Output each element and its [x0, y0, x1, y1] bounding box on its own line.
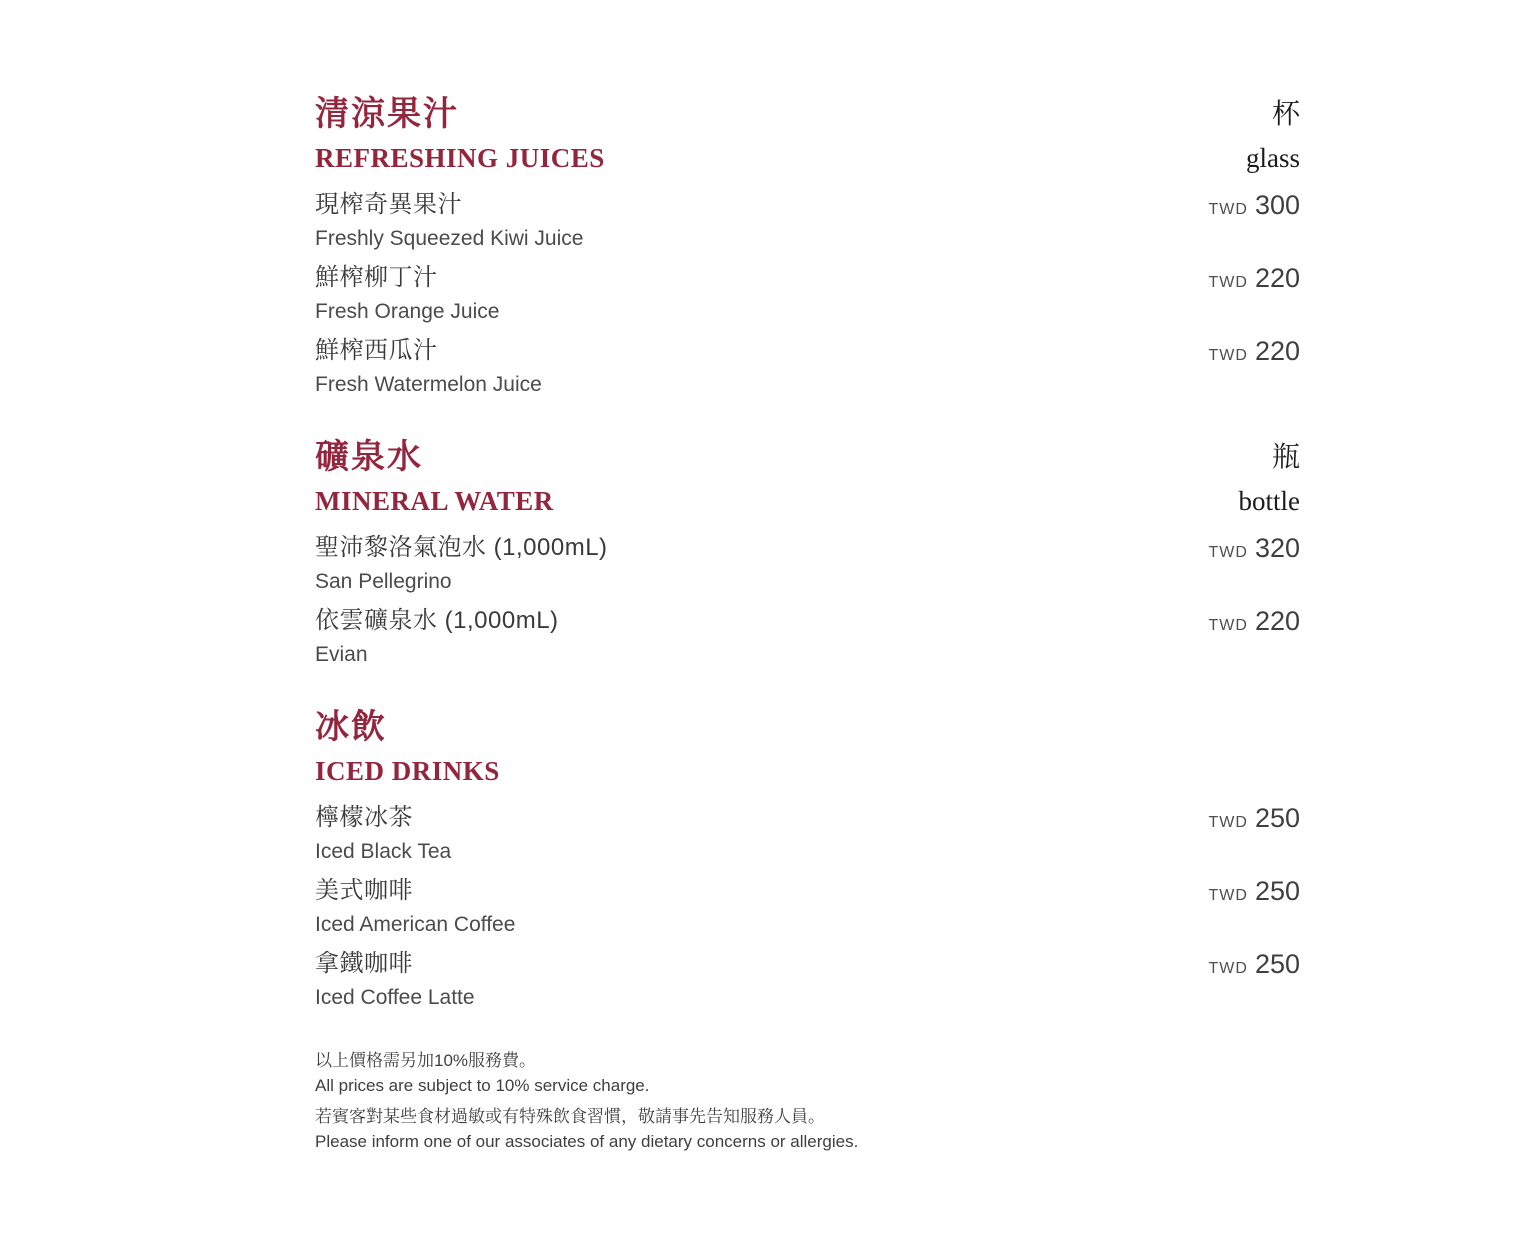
service-charge-note [315, 1048, 1300, 1098]
price-amount: 250 [1254, 876, 1300, 906]
menu-item-iced-black-tea [315, 803, 1300, 866]
currency-label: TWD [1208, 201, 1248, 218]
currency-label: TWD [1208, 887, 1248, 904]
section-title-en: REFRESHING JUICES [315, 143, 605, 173]
section-refreshing-juices [315, 92, 1300, 399]
menu-item-evian [315, 606, 1300, 669]
item-name-en: Iced Black Tea [315, 840, 452, 863]
price-amount: 220 [1254, 336, 1300, 366]
section-title-zh: 冰飲 [315, 709, 387, 746]
price-amount: 250 [1254, 803, 1300, 833]
item-name-zh: 依雲礦泉水 (1,000mL) [315, 607, 559, 634]
unit-label-en: bottle [1238, 486, 1300, 516]
price-amount: 250 [1254, 949, 1300, 979]
item-name-en: Evian [315, 643, 368, 666]
currency-label: TWD [1208, 617, 1248, 634]
menu-item-iced-american-coffee [315, 876, 1300, 939]
item-price [1209, 263, 1301, 294]
item-name-zh: 檸檬冰茶 [315, 804, 413, 831]
section-title-en: ICED DRINKS [315, 756, 500, 786]
menu-item-kiwi-juice [315, 190, 1300, 253]
menu-item-watermelon-juice [315, 336, 1300, 399]
item-price [1209, 606, 1301, 637]
item-name-zh: 鮮榨西瓜汁 [315, 337, 438, 364]
item-name-en: Fresh Watermelon Juice [315, 373, 542, 396]
item-price [1209, 876, 1301, 907]
section-title-en: MINERAL WATER [315, 486, 554, 516]
item-name-en: San Pellegrino [315, 570, 452, 593]
item-name-zh: 聖沛黎洛氣泡水 (1,000mL) [315, 534, 608, 561]
drinks-menu-page [315, 92, 1300, 1154]
currency-label: TWD [1208, 347, 1248, 364]
allergy-note-zh: 若賓客對某些食材過敏或有特殊飲食習慣，敬請事先告知服務人員。 [315, 1107, 825, 1126]
unit-label-zh: 瓶 [1271, 442, 1300, 473]
item-name-zh: 現榨奇異果汁 [315, 191, 462, 218]
item-price [1209, 336, 1301, 367]
unit-label-en: glass [1246, 143, 1300, 173]
currency-label: TWD [1208, 960, 1248, 977]
unit-label-zh: 杯 [1271, 99, 1300, 130]
service-charge-note-zh: 以上價格需另加10%服務費。 [315, 1051, 537, 1070]
price-amount: 320 [1254, 533, 1300, 563]
item-price [1209, 190, 1301, 221]
price-amount: 220 [1254, 263, 1300, 293]
menu-item-orange-juice [315, 263, 1300, 326]
item-name-zh: 拿鐵咖啡 [315, 950, 413, 977]
section-title-zh: 礦泉水 [315, 439, 423, 476]
item-name-en: Iced American Coffee [315, 913, 516, 936]
item-name-en: Freshly Squeezed Kiwi Juice [315, 227, 584, 250]
item-name-zh: 鮮榨柳丁汁 [315, 264, 438, 291]
section-title-zh: 清涼果汁 [315, 96, 459, 133]
menu-footer [315, 1048, 1300, 1154]
section-header [315, 92, 1300, 178]
item-price [1209, 803, 1301, 834]
allergy-note [315, 1104, 1300, 1154]
menu-item-san-pellegrino [315, 533, 1300, 596]
item-price [1209, 533, 1301, 564]
service-charge-note-en: All prices are subject to 10% service charge. [315, 1076, 650, 1095]
currency-label: TWD [1208, 544, 1248, 561]
section-header [315, 705, 1300, 791]
section-iced-drinks [315, 705, 1300, 1012]
item-name-en: Fresh Orange Juice [315, 300, 500, 323]
section-mineral-water [315, 435, 1300, 669]
currency-label: TWD [1208, 814, 1248, 831]
currency-label: TWD [1208, 274, 1248, 291]
item-price [1209, 949, 1301, 980]
price-amount: 220 [1254, 606, 1300, 636]
menu-item-iced-coffee-latte [315, 949, 1300, 1012]
section-header [315, 435, 1300, 521]
item-name-en: Iced Coffee Latte [315, 986, 475, 1009]
allergy-note-en: Please inform one of our associates of any dietary concerns or allergies. [315, 1132, 859, 1151]
item-name-zh: 美式咖啡 [315, 877, 413, 904]
price-amount: 300 [1254, 190, 1300, 220]
